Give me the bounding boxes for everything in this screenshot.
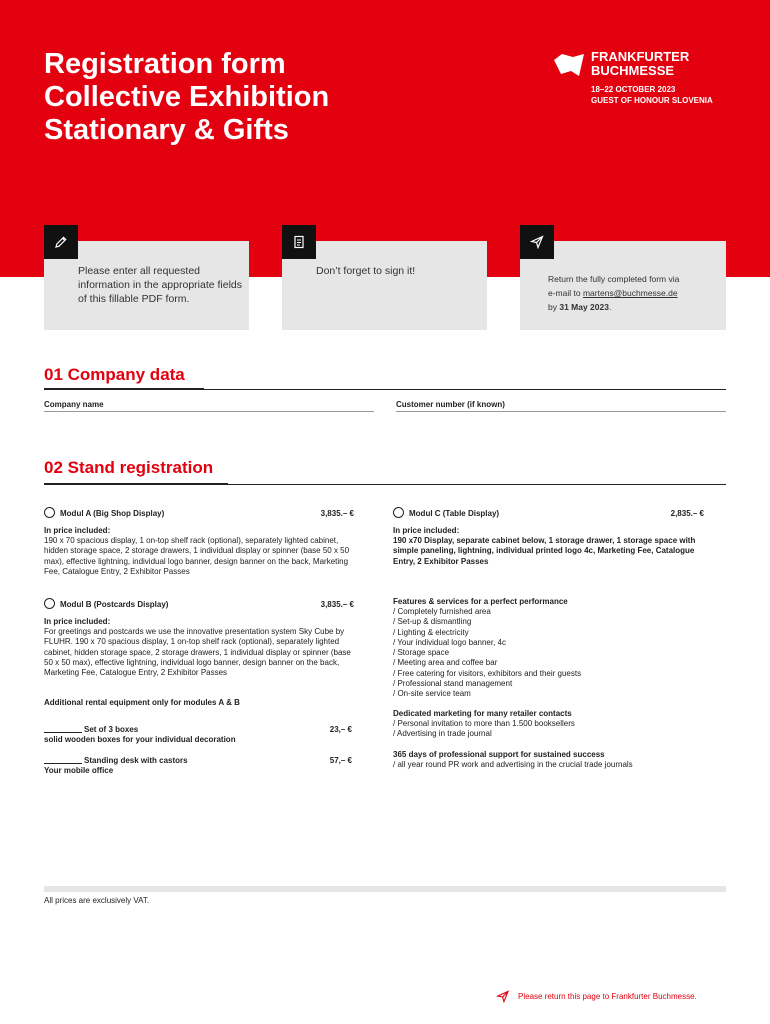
list-item: / Free catering for visitors, exhibitors and their guests (393, 668, 582, 678)
item-boxes-sub: solid wooden boxes for your individual decoration (44, 735, 236, 744)
module-b-radio[interactable] (44, 598, 55, 609)
customer-number-field[interactable] (396, 411, 726, 412)
module-a-option[interactable]: Modul A (Big Shop Display) (44, 507, 164, 519)
list-item: / Professional stand management (393, 679, 513, 689)
item-boxes-price: 23,– € (329, 725, 352, 734)
module-c-radio[interactable] (393, 507, 404, 518)
module-a-description: 190 x 70 spacious display, 1 on-top shelf rack (optional), separately lighted cabinet, hidden storage space, 2 storage drawers, 1 individual display or spinner (base 50 x 50 max), effective lightning, individual logo banner, design banner on the back, Marketing Fee, Catalogue Entry, 2 Exhibitor Passes (44, 536, 350, 576)
list-item: / Set-up & dismantling (393, 617, 472, 627)
section-stand-title: 02 Stand registration (44, 458, 214, 477)
list-item: / On-site service team (393, 689, 471, 699)
marketing-title: Dedicated marketing for many retailer contacts (393, 709, 572, 718)
logo-mark-icon (553, 52, 585, 78)
return-note: Please return this page to Frankfurter Buchmesse. (518, 992, 697, 1001)
item-boxes: Set of 3 boxes (44, 725, 138, 735)
company-name-field[interactable] (44, 411, 374, 412)
info-text-return: Return the fully completed form via e-mail to martens@buchmesse.de by 31 May 2023. (548, 274, 680, 312)
module-c-option[interactable]: Modul C (Table Display) (393, 507, 499, 519)
logo-name: FRANKFURTER BUCHMESSE (591, 49, 690, 78)
list-item: / all year round PR work and advertising in the crucial trade journals (393, 760, 633, 769)
module-c-price: 2,835.– € (670, 509, 704, 518)
email-link[interactable]: martens@buchmesse.de (582, 288, 678, 298)
company-name-label: Company name (44, 400, 104, 409)
info-text-sign: Don’t forget to sign it! (316, 265, 416, 277)
module-b-description: For greetings and postcards we use the innovative presentation system Sky Cube by FLUHR. 190 x 70 spacious display, 1 on-top shelf rack (optional), separately lighted cabinet, hidden storage space, 2 storage drawers, 1 individual display or spinner (base 50 x 50 max), effective lightning, individual logo banner, design banner on the back, Marketing Fee, Catalogue Entry, 2 Exhibitor Passes (44, 627, 351, 678)
list-item: / Storage space (393, 648, 450, 658)
footer-divider (44, 886, 726, 892)
features-title: Features & services for a perfect performance (393, 597, 568, 606)
module-c-included-label: In price included: (393, 526, 460, 535)
page-title: Registration form Collective Exhibition Stationary & Gifts (44, 48, 330, 146)
module-c-description: 190 x70 Display, separate cabinet below, 1 storage drawer, 1 storage space with simple paneling, lightning, individual printed logo 4c, Marketing Fee, Catalogue Entry, 2 Exhibitor Passes (393, 536, 696, 566)
list-item: / Personal invitation to more than 1.500 booksellers (393, 719, 575, 728)
section-underline (44, 388, 204, 390)
features-list (393, 607, 581, 700)
item-desk-sub: Your mobile office (44, 766, 114, 775)
section-underline (44, 483, 228, 485)
customer-number-label: Customer number (if known) (396, 400, 505, 409)
paper-plane-icon (520, 225, 554, 259)
list-item: / Advertising in trade journal (393, 729, 492, 739)
module-a-included-label: In price included: (44, 526, 111, 535)
logo-subtitle: 18–22 OCTOBER 2023 GUEST OF HONOUR SLOVENIA (591, 85, 713, 105)
quantity-field-desk[interactable] (44, 763, 82, 764)
info-text-enter: Please enter all requested information in the appropriate fields of this fillable PDF form. (78, 265, 243, 305)
module-a-price: 3,835.– € (320, 509, 354, 518)
document-icon (282, 225, 316, 259)
support-title: 365 days of professional support for sustained success (393, 750, 605, 759)
module-b-included-label: In price included: (44, 617, 111, 626)
vat-note: All prices are exclusively VAT. (44, 896, 150, 905)
pencil-icon (44, 225, 78, 259)
additional-equipment-title: Additional rental equipment only for modules A & B (44, 698, 240, 707)
module-b-option[interactable]: Modul B (Postcards Display) (44, 598, 168, 610)
section-company-title: 01 Company data (44, 365, 185, 384)
list-item: / Your individual logo banner, 4c (393, 637, 506, 647)
item-desk-price: 57,– € (329, 756, 352, 765)
list-item: / Completely furnished area (393, 607, 491, 616)
module-b-price: 3,835.– € (320, 600, 354, 609)
marketing-list (393, 719, 575, 740)
item-desk: Standing desk with castors (44, 756, 188, 766)
module-a-radio[interactable] (44, 507, 55, 518)
paper-plane-icon (496, 990, 510, 1003)
list-item: / Lighting & electricity (393, 627, 469, 637)
support-list (393, 760, 633, 770)
list-item: / Meeting area and coffee bar (393, 658, 498, 668)
quantity-field-boxes[interactable] (44, 732, 82, 733)
